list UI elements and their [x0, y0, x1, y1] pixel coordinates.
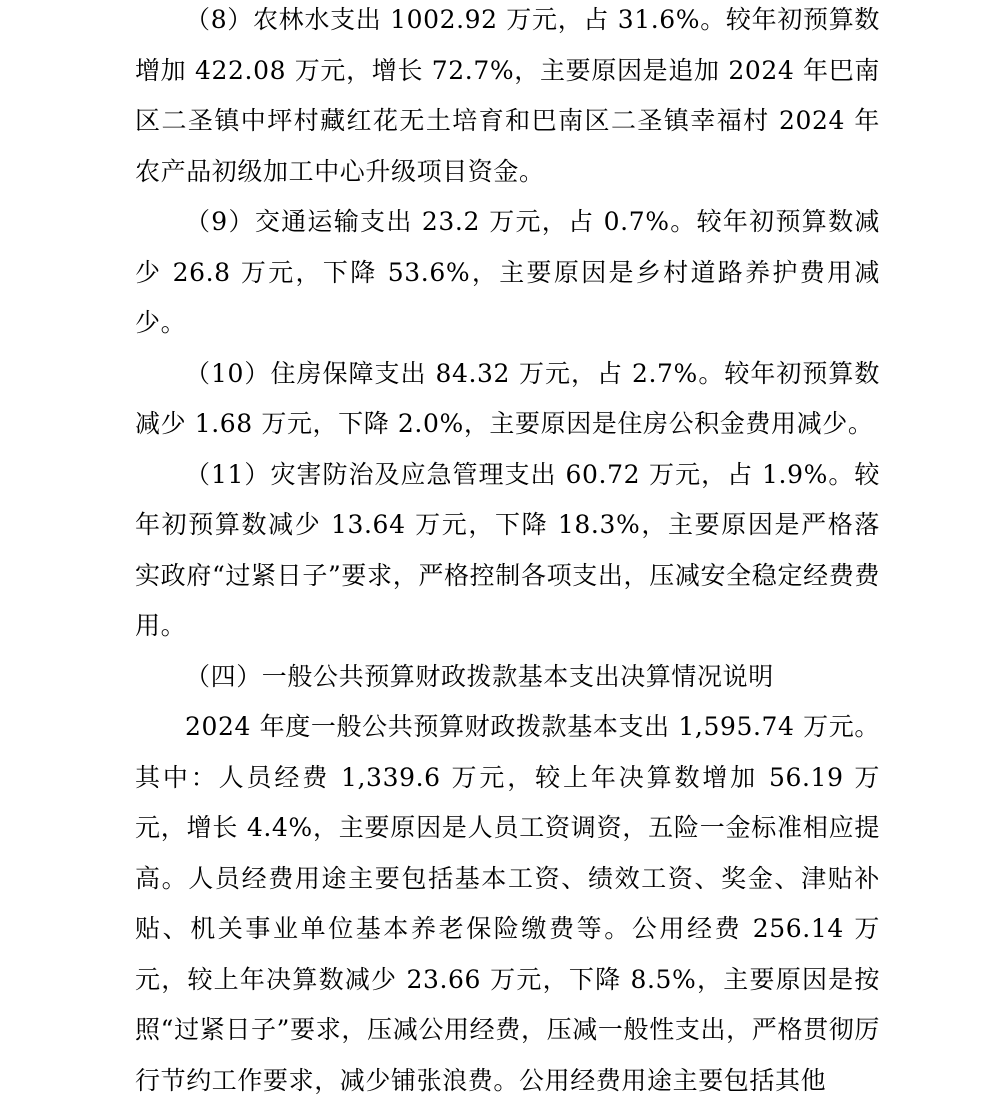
- paragraph-housing-expenditure: （10）住房保障支出 84.32 万元，占 2.7%。较年初预算数减少 1.68 万元，下降 2.0%，主要原因是住房公积金费用减少。: [135, 358, 880, 438]
- section-heading: （四）一般公共预算财政拨款基本支出决算情况说明: [185, 661, 774, 691]
- paragraph-transport-expenditure: （9）交通运输支出 23.2 万元，占 0.7%。较年初预算数减少 26.8 万元，下降 53.6%，主要原因是乡村道路养护费用减少。: [135, 207, 880, 337]
- paragraph-disaster-expenditure: （11）灾害防治及应急管理支出 60.72 万元，占 1.9%。较年初预算数减少 13.64 万元，下降 18.3%，主要原因是严格落实政府“过紧日子”要求，严格控制各项支出，压减安全稳定经费费用。: [135, 459, 880, 640]
- document-page: [135, 0, 880, 1106]
- paragraph-basic-expenditure: 2024 年度一般公共预算财政拨款基本支出 1,595.74 万元。其中：人员经费 1,339.6 万元，较上年决算数增加 56.19 万元，增长 4.4%，主要原因是人员工资调资，五险一金标准相应提高。人员经费用途主要包括基本工资、绩效工资、奖金、津贴补贴、机关事业单位基本养老保险缴费等。公用经费 256.14 万元，较上年决算数减少 23.66 万元，下降 8.5%，主要原因是按照“过紧日子”要求，压减公用经费，压减一般性支出，严格贯彻厉行节约工作要求，减少铺张浪费。公用经费用途主要包括其他: [135, 712, 880, 1095]
- paragraph-agriculture-expenditure: （8）农林水支出 1002.92 万元，占 31.6%。较年初预算数增加 422.08 万元，增长 72.7%，主要原因是追加 2024 年巴南区二圣镇中坪村藏红花无土培育和巴南区二圣镇幸福村 2024 年农产品初级加工中心升级项目资金。: [135, 5, 880, 186]
